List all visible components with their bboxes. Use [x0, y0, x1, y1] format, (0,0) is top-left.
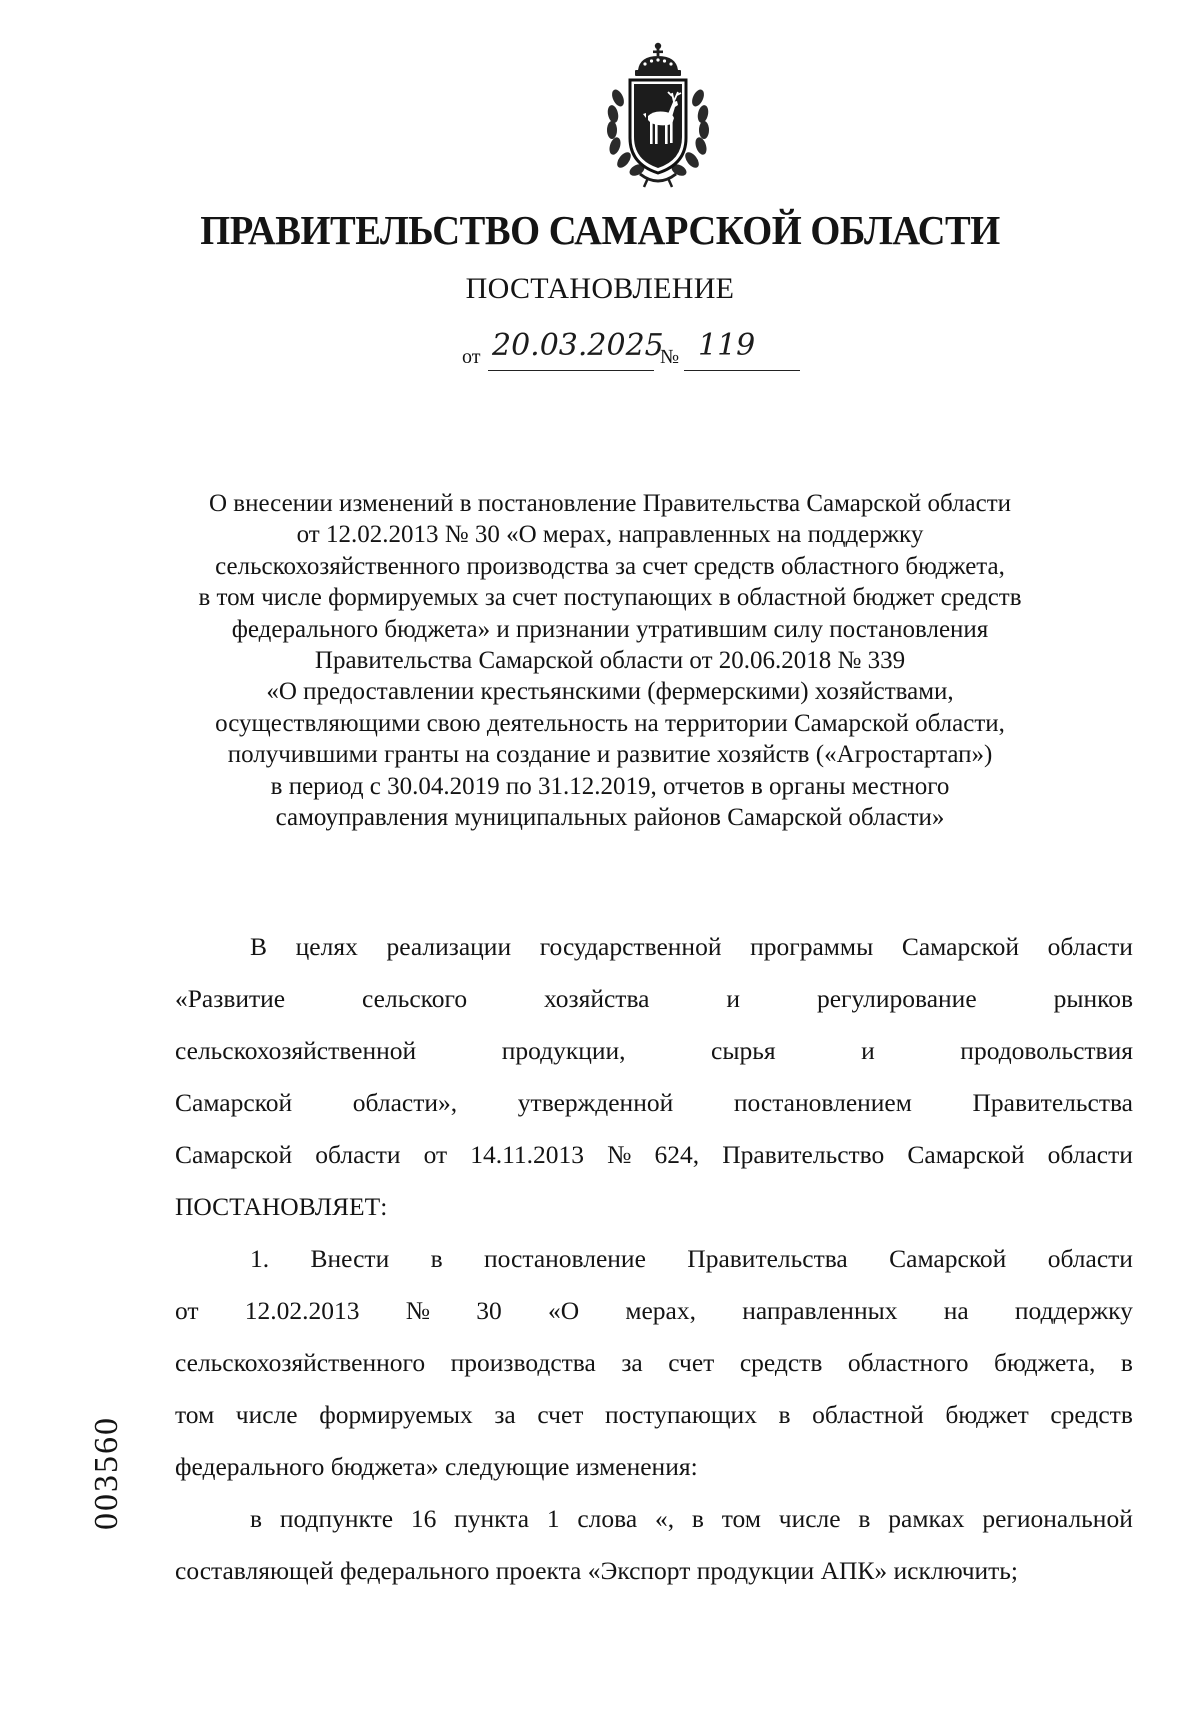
document-type: ПОСТАНОВЛЕНИЕ — [465, 272, 735, 305]
word: поступающих — [604, 1400, 757, 1429]
preamble-line — [175, 1088, 1133, 1122]
word: постановлением — [733, 1088, 912, 1117]
word: сельскохозяйственной — [175, 1036, 417, 1065]
word: Внести — [310, 1244, 390, 1273]
word: поддержку — [1014, 1296, 1133, 1325]
date-number-line — [462, 328, 862, 374]
preamble-line — [175, 1140, 1133, 1174]
word: 1. — [250, 1244, 270, 1273]
word: Самарской — [175, 1088, 293, 1117]
word: бюджет — [945, 1400, 1029, 1429]
word: постановление — [484, 1244, 646, 1273]
word: № — [405, 1296, 431, 1325]
word: Самарской — [175, 1140, 293, 1169]
word: области — [315, 1140, 401, 1169]
item1-line — [175, 1400, 1133, 1434]
word: целях — [295, 932, 358, 961]
word: реализации — [386, 932, 512, 961]
word: области», — [352, 1088, 458, 1117]
word: «О — [547, 1296, 580, 1325]
word: подпункте — [279, 1504, 394, 1533]
word: «, — [654, 1504, 675, 1533]
word: средств — [1050, 1400, 1133, 1429]
item1-line — [175, 1348, 1133, 1382]
word: в — [1120, 1348, 1133, 1377]
word: от — [423, 1140, 448, 1169]
word: в — [691, 1504, 704, 1533]
word: 30 — [476, 1296, 502, 1325]
word: слова — [577, 1504, 638, 1533]
word: области — [1047, 1140, 1133, 1169]
word: продовольствия — [960, 1036, 1133, 1065]
word: утвержденной — [517, 1088, 674, 1117]
word: продукции, — [501, 1036, 626, 1065]
word: 624, — [654, 1140, 700, 1169]
word: за — [494, 1400, 516, 1429]
word: в — [778, 1400, 791, 1429]
word: том — [175, 1400, 215, 1429]
item1-last-line: федерального бюджета» следующие изменения: — [175, 1452, 698, 1481]
word: и — [726, 984, 741, 1013]
word: областной — [812, 1400, 924, 1429]
word: Правительство — [722, 1140, 885, 1169]
word: в — [858, 1504, 871, 1533]
word: рынков — [1053, 984, 1133, 1013]
item1-line — [250, 1244, 1133, 1278]
word: формируемых — [319, 1400, 473, 1429]
subject-line: О внесении изменений в постановление Правительства Самарской области — [208, 490, 1012, 517]
word: том — [721, 1504, 761, 1533]
subpoint-line — [250, 1504, 1133, 1538]
word: на — [943, 1296, 969, 1325]
date-label: от — [462, 346, 481, 368]
word: государственной — [539, 932, 722, 961]
preamble-line — [250, 932, 1133, 966]
word: области — [1047, 932, 1133, 961]
word: Самарской — [907, 1140, 1025, 1169]
word: Самарской — [889, 1244, 1007, 1273]
government-title: ПРАВИТЕЛЬСТВО САМАРСКОЙ ОБЛАСТИ — [200, 207, 1000, 253]
document-subject — [150, 488, 1070, 833]
word: сельскохозяйственного — [175, 1348, 426, 1377]
word: и — [861, 1036, 875, 1065]
word: «Развитие — [175, 984, 286, 1013]
word: счет — [668, 1348, 715, 1377]
word: от — [175, 1296, 199, 1325]
word: счет — [537, 1400, 584, 1429]
word: в — [250, 1504, 263, 1533]
item1-line — [175, 1296, 1133, 1330]
coat-of-arms-emblem — [588, 40, 728, 190]
word: сырья — [711, 1036, 776, 1065]
word: области — [1047, 1244, 1133, 1273]
date-underline — [488, 370, 654, 371]
date-value: 20.03.2025 — [492, 328, 664, 363]
word: числе — [778, 1504, 841, 1533]
subject-line: «О предоставлении крестьянскими (фермерскими) хозяйствами, — [266, 678, 954, 706]
preamble-line — [175, 984, 1133, 1018]
word: В — [250, 932, 268, 961]
resolves-word: ПОСТАНОВЛЯЕТ: — [175, 1192, 388, 1221]
word: за — [621, 1348, 643, 1377]
subject-line: сельскохозяйственного производства за счет средств областного бюджета, — [215, 552, 1005, 580]
word: № — [607, 1140, 632, 1169]
word: хозяйства — [544, 984, 650, 1013]
word: сельского — [362, 984, 468, 1013]
word: 1 — [546, 1504, 560, 1533]
side-stamp-number: 003560 — [88, 1416, 125, 1530]
word: 12.02.2013 — [244, 1296, 360, 1325]
word: программы — [750, 932, 874, 961]
number-value: 119 — [698, 328, 756, 363]
subject-line: осуществляющими свою деятельность на территории Самарской области, — [215, 709, 1005, 737]
word: мерах, — [625, 1296, 696, 1325]
word: 16 — [410, 1504, 437, 1533]
word: областного — [847, 1348, 969, 1377]
subpoint-last-line: составляющей федерального проекта «Экспорт продукции АПК» исключить; — [175, 1556, 1019, 1585]
word: бюджета, — [993, 1348, 1096, 1377]
word: Правительства — [687, 1244, 848, 1273]
word: 14.11.2013 — [470, 1140, 585, 1169]
word: региональной — [982, 1504, 1133, 1533]
subject-line: в период с 30.04.2019 по 31.12.2019, отчетов в органы местного — [270, 772, 950, 800]
word: числе — [235, 1400, 298, 1429]
subject-line: Правительства Самарской области от 20.06.2018 № 339 — [314, 647, 906, 675]
subject-line: в том числе формируемых за счет поступающих в областной бюджет средств — [198, 584, 1022, 612]
word: регулирование — [816, 984, 977, 1013]
word: в — [430, 1244, 443, 1273]
word: направленных — [742, 1296, 898, 1325]
preamble-line — [175, 1036, 1133, 1070]
subject-line: самоуправления муниципальных районов Самарской области» — [275, 804, 945, 832]
word: Самарской — [901, 932, 1020, 961]
word: средств — [739, 1348, 823, 1377]
number-underline — [684, 370, 800, 371]
subject-line: от 12.02.2013 № 30 «О мерах, направленных на поддержку — [296, 521, 924, 549]
number-label: № — [660, 346, 680, 368]
word: пункта — [454, 1504, 530, 1533]
word: Правительства — [972, 1088, 1133, 1117]
subject-line: получившими гранты на создание и развитие хозяйств («Агростартап») — [227, 741, 993, 769]
word: производства — [450, 1348, 596, 1377]
subject-line: федерального бюджета» и признании утратившим силу постановления — [231, 615, 989, 643]
word: рамках — [888, 1504, 965, 1533]
